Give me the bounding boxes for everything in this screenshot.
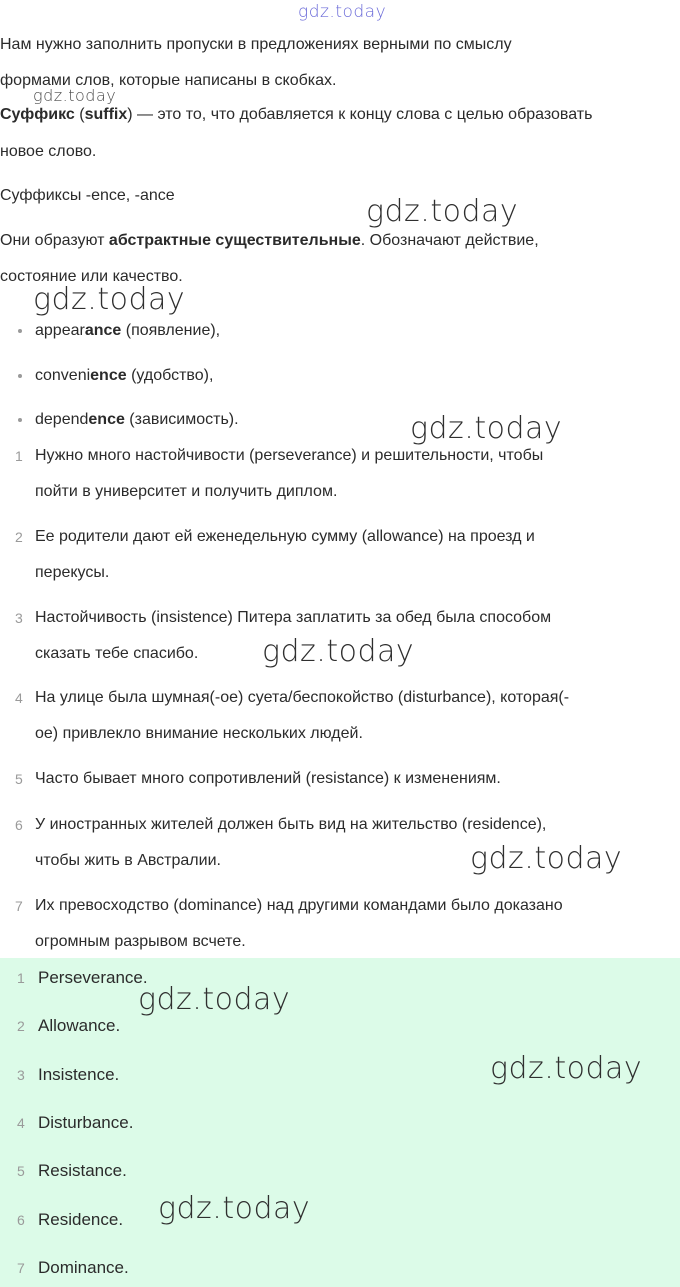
answer-text: Residence.: [38, 1210, 124, 1229]
sentence-line: У иностранных жителей должен быть вид на жительство (residence),: [35, 816, 547, 833]
example-suffix: ance: [84, 322, 122, 339]
answer-number: 4: [17, 1115, 25, 1131]
suffix-definition-line-2: новое слово.: [0, 143, 97, 160]
bullet-icon: [18, 418, 22, 422]
answer-text: Disturbance.: [38, 1113, 134, 1132]
abstract-pre: Они образуют: [0, 232, 109, 249]
answer-number: 1: [17, 970, 25, 986]
watermark: gdz.today: [410, 411, 563, 446]
watermark: gdz.today: [158, 1191, 311, 1226]
watermark: gdz.today: [138, 982, 291, 1017]
sentence-number: 6: [15, 817, 23, 833]
watermark: gdz.today: [490, 1051, 643, 1086]
intro-line-1: Нам нужно заполнить пропуски в предложениях верными по смыслу: [0, 36, 512, 53]
sentence-number: 4: [15, 690, 23, 706]
answers-block: [0, 958, 680, 1287]
sentence-line: Их превосходство (dominance) над другими командами было доказано: [35, 897, 563, 914]
answer-text: Perseverance.: [38, 968, 148, 987]
intro-line-2: формами слов, которые написаны в скобках.: [0, 72, 337, 89]
example-gloss: (появление),: [121, 322, 221, 339]
example-suffix: ence: [90, 367, 127, 384]
abstract-bold: абстрактные существительные: [108, 232, 361, 249]
example-gloss: (зависимость).: [124, 411, 239, 428]
sentence-line: перекусы.: [35, 564, 110, 581]
sentence-number: 7: [15, 898, 23, 914]
sentence-number: 3: [15, 610, 23, 626]
answer-text: Allowance.: [38, 1016, 121, 1035]
answer-number: 6: [17, 1212, 25, 1228]
suffixes-title: Суффиксы -ence, -ance: [0, 187, 175, 204]
sentence-line: ое) привлекло внимание нескольких людей.: [35, 725, 363, 742]
answer-text: Dominance.: [38, 1258, 129, 1277]
sentence-line: Ее родители дают ей еженедельную сумму (allowance) на проезд и: [35, 528, 535, 545]
sentence-number: 5: [15, 771, 23, 787]
bullet-icon: [18, 374, 22, 378]
answer-number: 2: [17, 1018, 25, 1034]
watermark-top: gdz.today: [298, 2, 387, 22]
sentence-line: пойти в университет и получить диплом.: [35, 483, 338, 500]
sentence-line: сказать тебе спасибо.: [35, 645, 199, 662]
answer-number: 3: [17, 1067, 25, 1083]
suffix-term: Суффикс: [0, 106, 75, 123]
suffix-definition: [0, 97, 592, 133]
watermark: gdz.today: [470, 841, 623, 876]
bullet-icon: [18, 329, 22, 333]
sentence-line: Нужно много настойчивости (perseverance) и решительности, чтобы: [35, 447, 544, 464]
answer-text: Resistance.: [38, 1161, 127, 1180]
sentence-line: Часто бывает много сопротивлений (resistance) к изменениям.: [35, 770, 501, 787]
example-gloss: (удобство),: [126, 367, 214, 384]
sentence-line: На улице была шумная(-ое) суета/беспокойство (disturbance), которая(-: [35, 689, 570, 706]
abstract-line-2: состояние или качество.: [0, 268, 183, 285]
suffix-open: (: [74, 106, 85, 123]
example-stem: appear: [35, 322, 85, 339]
answer-number: 5: [17, 1163, 25, 1179]
example-suffix: ence: [88, 411, 125, 428]
watermark: gdz.today: [366, 194, 519, 229]
watermark-small: gdz.today: [33, 86, 117, 105]
abstract-post: . Обозначают действие,: [360, 232, 539, 249]
watermark: gdz.today: [262, 634, 415, 669]
sentence-number: 2: [15, 529, 23, 545]
sentence-number: 1: [15, 448, 23, 464]
sentence-line: огромным разрывом всчете.: [35, 933, 246, 950]
watermark: gdz.today: [33, 282, 186, 317]
example-stem: depend: [35, 411, 89, 428]
example-stem: conveni: [35, 367, 91, 384]
sentence-line: Настойчивость (insistence) Питера заплатить за обед была способом: [35, 609, 552, 626]
suffix-term-en: suffix: [84, 106, 128, 123]
answer-number: 7: [17, 1260, 25, 1276]
answer-text: Insistence.: [38, 1065, 120, 1084]
abstract-line-1: [0, 223, 539, 259]
suffix-rest: ) — это то, что добавляется к концу слова с целью образовать: [127, 106, 593, 123]
sentence-line: чтобы жить в Австралии.: [35, 852, 221, 869]
